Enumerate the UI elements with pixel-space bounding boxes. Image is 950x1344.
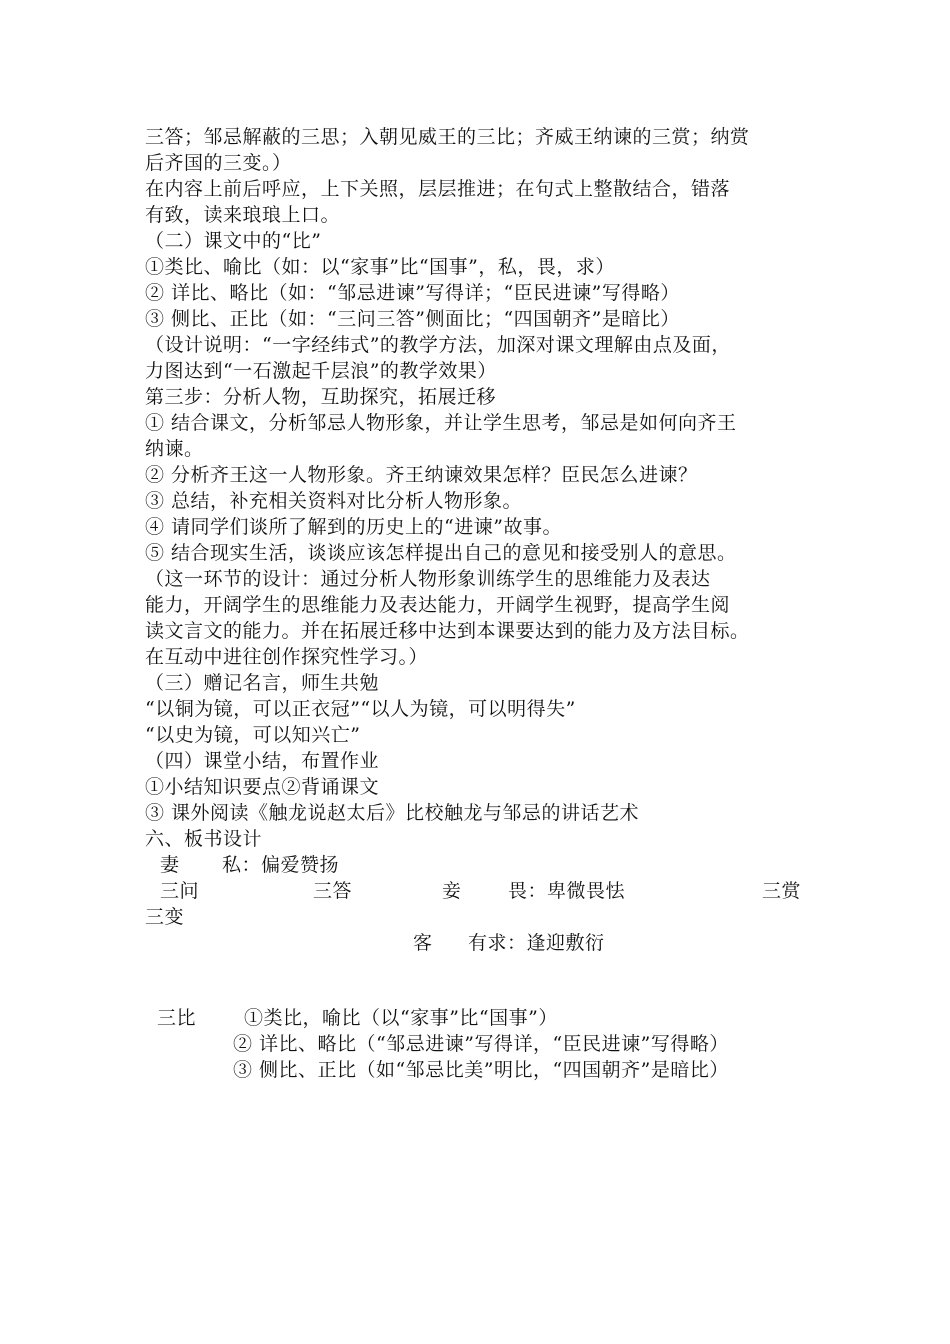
- board-qie: 妾: [442, 880, 462, 902]
- board-bi-1: ①类比，喻比（以“家事”比“国事”）: [244, 1007, 558, 1029]
- list-item: ③ 课外阅读《触龙说赵太后》比校触龙与邹忌的讲话艺术: [145, 802, 640, 824]
- list-item: ①类比、喻比（如：以“家事”比“国事”，私，畏，求）: [145, 256, 615, 278]
- board-si: 私：偏爱赞扬: [222, 854, 340, 876]
- text-line: （这一环节的设计：通过分析人物形象训练学生的思维能力及表达: [145, 568, 711, 590]
- board-bi-3: ③ 侧比、正比（如“邹忌比美”明比，“四国朝齐”是暗比）: [233, 1059, 729, 1081]
- section-heading: 六、板书设计: [145, 828, 263, 850]
- text-line: 在互动中进往创作探究性学习。）: [145, 646, 429, 668]
- board-san-wen: 三问: [160, 880, 200, 902]
- section-heading: （四）课堂小结，布置作业: [145, 750, 380, 772]
- board-san-shang: 三赏: [762, 880, 802, 902]
- board-san-da: 三答: [313, 880, 353, 902]
- text-line: 纳谏。: [145, 438, 204, 460]
- list-item: ③ 侧比、正比（如：“三问三答”侧面比；“四国朝齐”是暗比）: [145, 308, 680, 330]
- quote-line: “以史为镜，可以知兴亡”: [145, 724, 361, 746]
- board-wei: 畏：卑微畏怯: [508, 880, 626, 902]
- list-item: ① 结合课文，分析邹忌人物形象，并让学生思考，邹忌是如何向齐王: [145, 412, 737, 434]
- board-qiu: 有求：逢迎敷衍: [468, 932, 605, 954]
- text-line: 读文言文的能力。并在拓展迁移中达到本课要达到的能力及方法目标。: [145, 620, 750, 642]
- board-qi: 妻: [160, 854, 180, 876]
- text-line: 三答；邹忌解蔽的三思；入朝见威王的三比；齐威王纳谏的三赏；纳赏: [145, 126, 750, 148]
- text-line: 能力，开阔学生的思维能力及表达能力，开阔学生视野，提高学生阅: [145, 594, 731, 616]
- quote-line: “以铜为镜，可以正衣冠”“以人为镜，可以明得失”: [145, 698, 576, 720]
- board-san-bian: 三变: [145, 906, 185, 928]
- board-san-bi: 三比: [157, 1007, 197, 1029]
- text-line: 有致，读来琅琅上口。: [145, 204, 341, 226]
- text-line: 在内容上前后呼应，上下关照，层层推进；在句式上整散结合，错落: [145, 178, 731, 200]
- list-item: ⑤ 结合现实生活，谈谈应该怎样提出自己的意见和接受别人的意思。: [145, 542, 737, 564]
- section-heading: 第三步：分析人物，互助探究，拓展迁移: [145, 386, 497, 408]
- section-heading: （二）课文中的“比”: [145, 230, 322, 252]
- list-item: ② 分析齐王这一人物形象。齐王纳谏效果怎样？臣民怎么进谏？: [145, 464, 698, 486]
- board-bi-2: ② 详比、略比（“邹忌进谏”写得详，“臣民进谏”写得略）: [233, 1033, 729, 1055]
- section-heading: （三）赠记名言，师生共勉: [145, 672, 380, 694]
- list-item: ② 详比、略比（如：“邹忌进谏”写得详；“臣民进谏”写得略）: [145, 282, 680, 304]
- list-item: ①小结知识要点②背诵课文: [145, 776, 380, 798]
- text-line: （设计说明：“一字经纬式”的教学方法，加深对课文理解由点及面，: [145, 334, 731, 356]
- board-ke: 客: [413, 932, 433, 954]
- text-line: 力图达到“一石激起千层浪”的教学效果）: [145, 360, 497, 382]
- list-item: ④ 请同学们谈所了解到的历史上的“进谏”故事。: [145, 516, 562, 538]
- list-item: ③ 总结，补充相关资料对比分析人物形象。: [145, 490, 523, 512]
- text-line: 后齐国的三变。）: [145, 152, 292, 174]
